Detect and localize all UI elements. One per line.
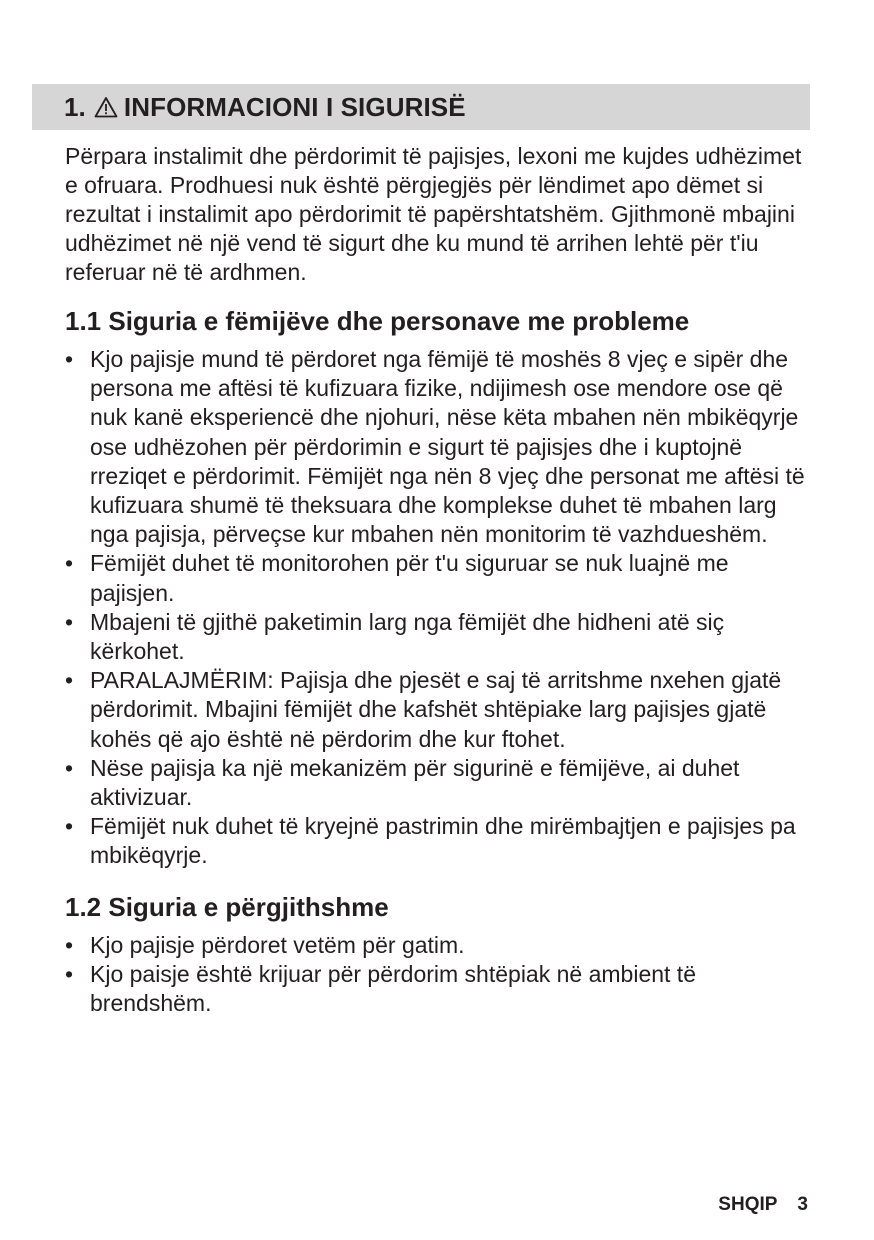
list-item-text: Nëse pajisja ka një mekanizëm për sigurinë e fëmijëve, ai duhet aktivizuar. (90, 754, 740, 811)
document-body (65, 142, 815, 1018)
bullet: • (65, 813, 74, 840)
page-footer (718, 1194, 808, 1216)
list-item (65, 666, 815, 754)
bullet: • (65, 346, 74, 372)
intro-paragraph: Përpara instalimit dhe përdorimit të pajisjes, lexoni me kujdes udhëzimet e ofruara. Prodhuesi nuk është përgjegjës për lëndimet apo dëmet si rezultat i instalimit apo përdorimit të papërshtatshëm. Gjithmonë mbajini udhëzimet në një vend të sigurt dhe ku mund të arrihen lehtë për t'iu referuar në të ardhmen. (65, 143, 802, 285)
footer-language: SHQIP (718, 1194, 778, 1215)
bullet: • (65, 754, 74, 781)
list-item-text: Mbajeni të gjithë paketimin larg nga fëmijët dhe hidheni atë siç kërkohet. (90, 608, 725, 665)
bullet: • (65, 550, 74, 577)
list-item (65, 754, 815, 812)
list-item (65, 608, 815, 666)
section-heading-banner (32, 84, 810, 130)
section-number: 1. (64, 91, 86, 122)
list-item (65, 960, 815, 1018)
list-item-text: Kjo paisje është krijuar për përdorim shtëpiak në ambient të brendshëm. (90, 960, 696, 1017)
page-number: 3 (797, 1194, 808, 1215)
list-item (65, 345, 815, 549)
bullet: • (65, 931, 74, 958)
list-item (65, 812, 815, 870)
section-title (64, 92, 466, 123)
list-item (65, 549, 815, 607)
subsection-title-children-safety: 1.1 Siguria e fëmijëve dhe personave me probleme (65, 306, 690, 336)
list-item-text: Fëmijët duhet të monitorohen për t'u siguruar se nuk luajnë me pajisjen. (90, 550, 729, 606)
list-item-text: Fëmijët nuk duhet të kryejnë pastrimin dhe mirëmbajtjen e pajisjes pa mbikëqyrje. (90, 813, 796, 869)
subsection-title-general-safety: 1.2 Siguria e përgjithshme (65, 891, 389, 922)
list-item (65, 931, 815, 960)
bullet: • (65, 960, 74, 987)
list-item-text: Kjo pajisje përdoret vetëm për gatim. (90, 931, 465, 958)
general-safety-list (65, 931, 815, 1019)
list-item-text: PARALAJMËRIM: Pajisja dhe pjesët e saj të arritshme nxehen gjatë përdorimit. Mbajini fëmijët dhe kafshët shtëpiake larg pajisjes gjatë kohës që ajo është në përdorim dhe kur ftohet. (90, 667, 782, 752)
bullet: • (65, 608, 74, 635)
bullet: • (65, 667, 74, 694)
warning-triangle-icon (94, 96, 118, 118)
list-item-text: Kjo pajisje mund të përdoret nga fëmijë të moshës 8 vjeç e sipër dhe persona me aftësi të kufizuara fizike, ndijimesh ose mendore ose që nuk kanë eksperiencë dhe njohuri, nëse këta mbahen nën mbikëqyrje ose udhëzohen për përdorimin e sigurt të pajisjes dhe i kuptojnë rreziqet e përdorimit. Fëmijët nga nën 8 vjeç dhe personat me aftësi të kufizuara shumë të theksuara dhe komplekse duhet të mbahen larg nga pajisja, përveçse kur mbahen nën monitorim të vazhdueshëm. (90, 346, 805, 548)
children-safety-list (65, 345, 815, 871)
section-title-text: INFORMACIONI I SIGURISË (123, 91, 466, 122)
